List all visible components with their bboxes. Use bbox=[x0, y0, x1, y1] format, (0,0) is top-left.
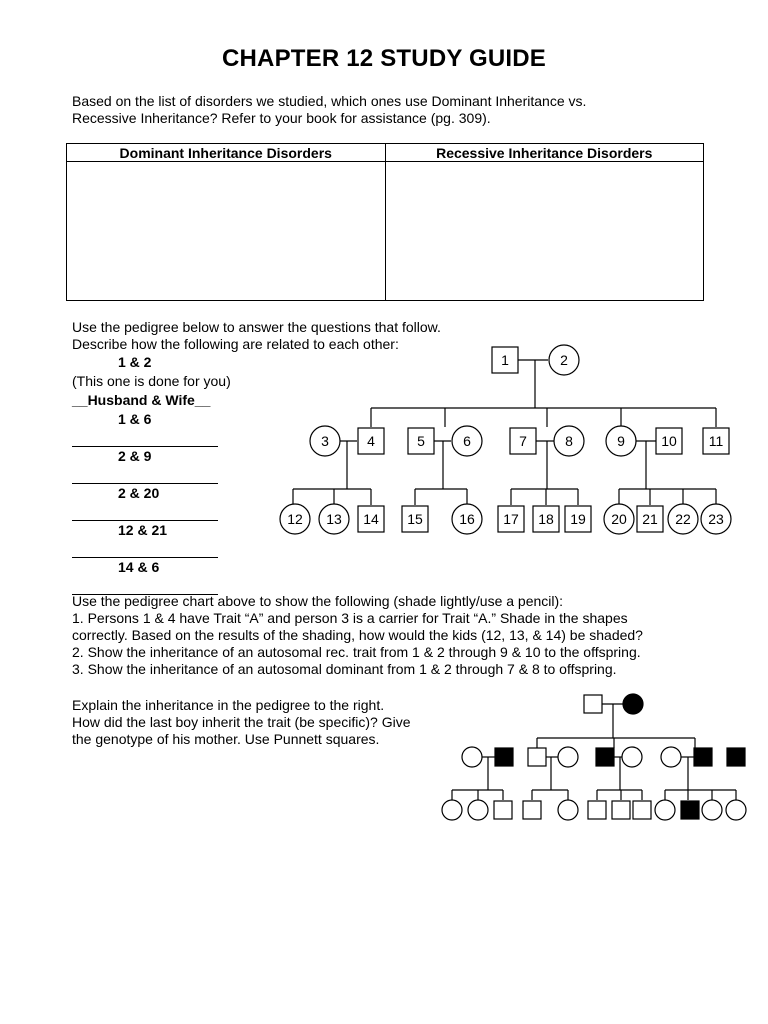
unaffected-male-square[interactable] bbox=[528, 748, 546, 766]
individual-label: 9 bbox=[617, 433, 625, 449]
task-line: 3. Show the inheritance of an autosomal dominant from 1 & 2 through 7 & 8 to offspring. bbox=[72, 661, 617, 677]
question-line: Use the pedigree below to answer the questions that follow. bbox=[72, 319, 441, 335]
individual-label: 5 bbox=[417, 433, 425, 449]
individual-label: 15 bbox=[407, 511, 423, 527]
explain-line: Explain the inheritance in the pedigree to the right. bbox=[72, 697, 385, 713]
unaffected-female-circle[interactable] bbox=[442, 800, 462, 820]
individual-label: 17 bbox=[503, 511, 519, 527]
affected-female-circle[interactable] bbox=[623, 694, 643, 714]
unaffected-female-circle[interactable] bbox=[622, 747, 642, 767]
task-line: 2. Show the inheritance of an autosomal rec. trait from 1 & 2 through 9 & 10 to the offspring. bbox=[72, 644, 641, 660]
individual-label: 13 bbox=[326, 511, 342, 527]
pair-label: 2 & 20 bbox=[118, 485, 160, 501]
unaffected-female-circle[interactable] bbox=[462, 747, 482, 767]
unaffected-female-circle[interactable] bbox=[655, 800, 675, 820]
individual-label: 8 bbox=[565, 433, 573, 449]
unaffected-male-square[interactable] bbox=[588, 801, 606, 819]
affected-male-square[interactable] bbox=[727, 748, 745, 766]
individual-label: 12 bbox=[287, 511, 303, 527]
individual-label: 20 bbox=[611, 511, 627, 527]
unaffected-female-circle[interactable] bbox=[558, 800, 578, 820]
affected-male-square[interactable] bbox=[694, 748, 712, 766]
affected-male-square[interactable] bbox=[681, 801, 699, 819]
individual-label: 10 bbox=[661, 433, 677, 449]
individual-label: 4 bbox=[367, 433, 375, 449]
affected-male-square[interactable] bbox=[495, 748, 513, 766]
individual-label: 3 bbox=[321, 433, 329, 449]
task-line: Use the pedigree chart above to show the following (shade lightly/use a pencil): bbox=[72, 593, 564, 609]
pair-label: 12 & 21 bbox=[118, 522, 168, 538]
page-title: CHAPTER 12 STUDY GUIDE bbox=[221, 45, 547, 72]
individual-label: 19 bbox=[570, 511, 586, 527]
individual-label: 14 bbox=[363, 511, 379, 527]
recessive-header: Recessive Inheritance Disorders bbox=[385, 144, 704, 162]
individual-label: 6 bbox=[463, 433, 471, 449]
intro-line: Based on the list of disorders we studied, which ones use Dominant Inheritance vs. bbox=[72, 93, 587, 109]
explain-line: How did the last boy inherit the trait (be specific)? Give bbox=[72, 714, 411, 730]
unaffected-female-circle[interactable] bbox=[468, 800, 488, 820]
unaffected-male-square[interactable] bbox=[633, 801, 651, 819]
pair-label: 2 & 9 bbox=[118, 448, 152, 464]
task-line: correctly. Based on the results of the shading, how would the kids (12, 13, & 14) be shaded? bbox=[72, 627, 643, 643]
individual-label: 1 bbox=[501, 352, 509, 368]
unaffected-female-circle[interactable] bbox=[661, 747, 681, 767]
pair-answer: __Husband & Wife__ bbox=[72, 392, 211, 408]
pair-label: 1 & 6 bbox=[118, 411, 152, 427]
individual-label: 22 bbox=[675, 511, 691, 527]
task-line: 1. Persons 1 & 4 have Trait “A” and person 3 is a carrier for Trait “A.” Shade in the shapes bbox=[72, 610, 628, 626]
unaffected-male-square[interactable] bbox=[612, 801, 630, 819]
dominant-header: Dominant Inheritance Disorders bbox=[67, 144, 386, 162]
question-line: Describe how the following are related to each other: bbox=[72, 336, 399, 352]
individual-label: 7 bbox=[519, 433, 527, 449]
unaffected-female-circle[interactable] bbox=[702, 800, 722, 820]
unaffected-male-square[interactable] bbox=[494, 801, 512, 819]
individual-label: 23 bbox=[708, 511, 724, 527]
unaffected-male-square[interactable] bbox=[584, 695, 602, 713]
individual-label: 2 bbox=[560, 352, 568, 368]
pair-label: 1 & 2 bbox=[118, 354, 152, 370]
pair-label: 14 & 6 bbox=[118, 559, 160, 575]
individual-label: 21 bbox=[642, 511, 658, 527]
unaffected-male-square[interactable] bbox=[523, 801, 541, 819]
unaffected-female-circle[interactable] bbox=[726, 800, 746, 820]
affected-male-square[interactable] bbox=[596, 748, 614, 766]
pair-note: (This one is done for you) bbox=[72, 373, 231, 389]
individual-label: 16 bbox=[459, 511, 475, 527]
intro-line: Recessive Inheritance? Refer to your book for assistance (pg. 309). bbox=[72, 110, 491, 126]
individual-label: 18 bbox=[538, 511, 554, 527]
explain-line: the genotype of his mother. Use Punnett squares. bbox=[72, 731, 380, 747]
individual-label: 11 bbox=[708, 433, 724, 449]
unaffected-female-circle[interactable] bbox=[558, 747, 578, 767]
